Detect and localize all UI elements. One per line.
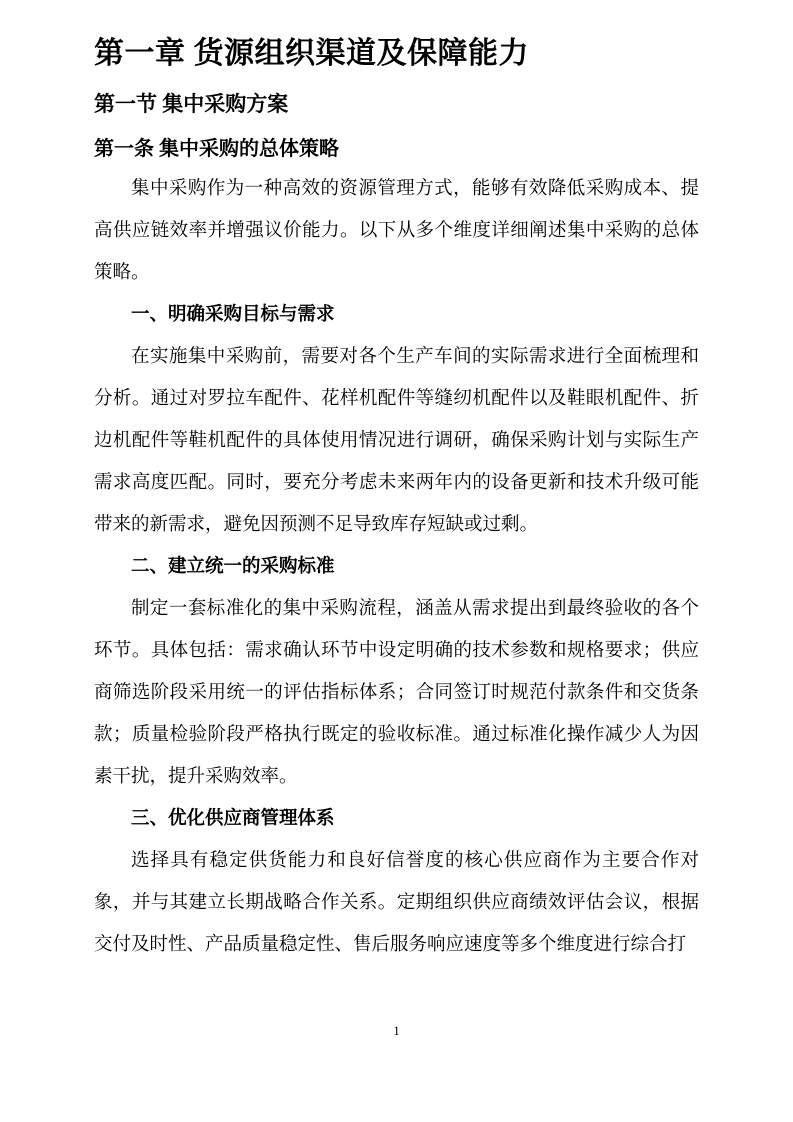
chapter-title: 第一章 货源组织渠道及保障能力: [94, 37, 529, 70]
paragraph-1: 在实施集中采购前，需要对各个生产车间的实际需求进行全面梳理和分析。通过对罗拉车配件、花样机配件等缝纫机配件以及鞋眼机配件、折边机配件等鞋机配件的具体使用情况进行调研，确保采购计划与实际生产需求高度匹配。同时，要充分考虑未来两年内的设备更新和技术升级可能带来的新需求，避免因预测不足导致库存短缺或过剩。: [94, 347, 699, 536]
paragraph-intro: 集中采购作为一种高效的资源管理方式，能够有效降低采购成本、提高供应链效率并增强议价能力。以下从多个维度详细阐述集中采购的总体策略。: [94, 179, 699, 284]
paragraph-3: 选择具有稳定供货能力和良好信誉度的核心供应商作为主要合作对象，并与其建立长期战略合作关系。定期组织供应商绩效评估会议，根据交付及时性、产品质量稳定性、售后服务响应速度等多个维度进行综合打: [94, 851, 699, 956]
page-footer: [0, 1022, 793, 1040]
subheading-3: 三、优化供应商管理体系: [131, 809, 335, 830]
subheading-1: 一、明确采购目标与需求: [131, 305, 335, 326]
page-number: 1: [393, 1023, 400, 1038]
paragraph-2: 制定一套标准化的集中采购流程，涵盖从需求提出到最终验收的各个环节。具体包括：需求确认环节中设定明确的技术参数和规格要求；供应商筛选阶段采用统一的评估指标体系；合同签订时规范付款条件和交货条款；质量检验阶段严格执行既定的验收标准。通过标准化操作减少人为因素干扰，提升采购效率。: [94, 599, 699, 788]
subheading-2: 二、建立统一的采购标准: [131, 557, 335, 578]
article-heading: 第一条 集中采购的总体策略: [94, 138, 339, 161]
section-heading: 第一节 集中采购方案: [94, 92, 289, 116]
